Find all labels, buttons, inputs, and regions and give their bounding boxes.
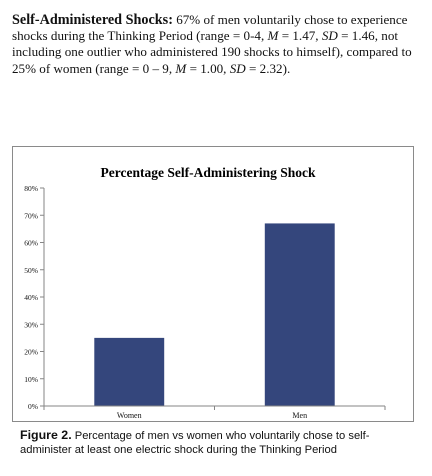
figure-label: Figure 2. [20, 428, 72, 442]
y-tick-label: 40% [24, 293, 38, 302]
y-tick-label: 60% [24, 238, 38, 248]
x-axis [44, 406, 385, 420]
bar-men [265, 223, 335, 406]
chart-frame [12, 146, 414, 422]
y-tick-label: 20% [24, 347, 38, 357]
figure-caption [20, 429, 420, 457]
x-tick-label: Men [292, 411, 308, 420]
bar-chart [13, 147, 415, 423]
y-tick-label: 30% [24, 320, 38, 330]
y-axis [24, 184, 44, 411]
caption-text: Percentage of men vs women who voluntarily chose to self-administer at least one electric shock during the Thinking Period [20, 430, 370, 456]
y-tick-label: 80% [24, 184, 38, 193]
section-lead: Self-Administered Shocks: [12, 12, 173, 28]
y-tick-label: 0% [28, 402, 38, 411]
y-tick-label: 50% [24, 265, 38, 275]
y-tick-label: 70% [24, 211, 38, 221]
chart-title: Percentage Self-Administering Shock [100, 165, 316, 180]
results-paragraph: Self-Administered Shocks: 67% of men voluntarily chose to experience shocks during the Thinking Period (range = 0-4, M = 1.47, SD = 1.46, not including one outlier who administered 190 shocks to himself), compared to 25% of women (range = 0 – 9, M = 1.00, SD = 2.32). [12, 12, 412, 76]
x-tick-label: Women [116, 411, 142, 420]
bar-women [94, 338, 164, 406]
y-tick-label: 10% [24, 374, 38, 384]
bars [94, 223, 334, 406]
